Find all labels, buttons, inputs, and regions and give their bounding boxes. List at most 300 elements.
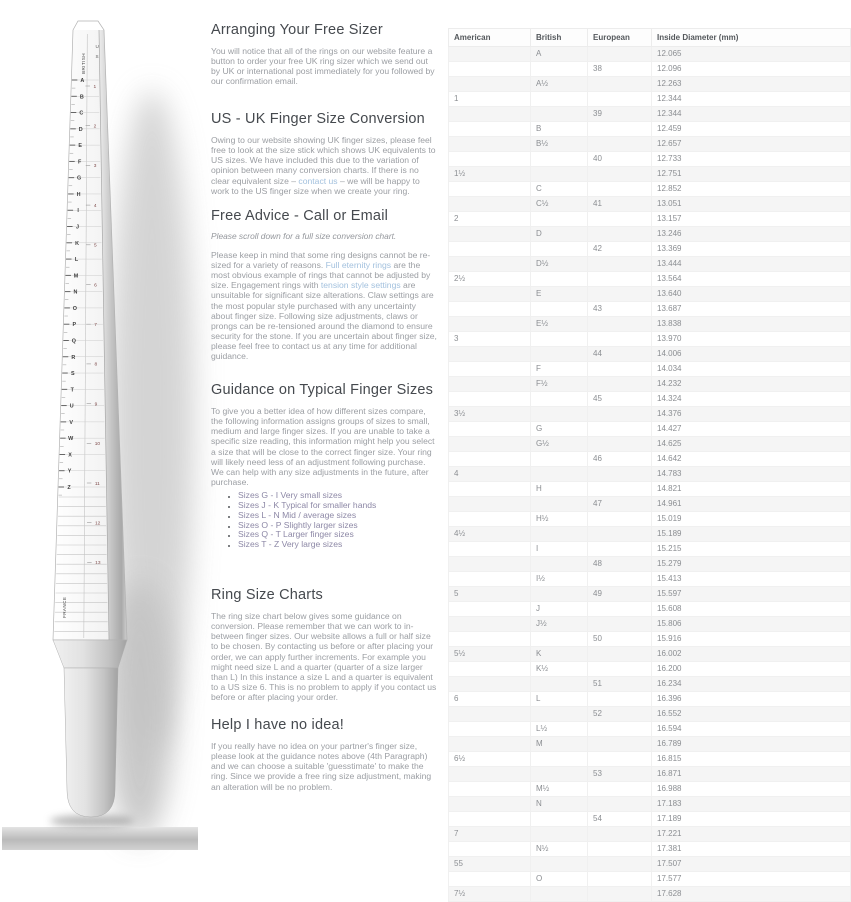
cell-european: [588, 377, 652, 392]
cell-british: M: [531, 737, 588, 752]
table-row: [449, 572, 851, 587]
cell-diameter: 17.628: [652, 887, 851, 902]
cell-american: [449, 317, 531, 332]
section-title: Ring Size Charts: [211, 587, 323, 603]
us-size-number-6: 6: [94, 283, 97, 289]
cell-american: [449, 137, 531, 152]
cell-diameter: 12.344: [652, 92, 851, 107]
size-letter-Y: Y: [67, 468, 72, 475]
cell-diameter: 14.642: [652, 452, 851, 467]
cell-american: [449, 662, 531, 677]
size-letter-J: J: [76, 224, 80, 231]
table-row: [449, 362, 851, 377]
table-row: [449, 437, 851, 452]
cell-american: 1: [449, 92, 531, 107]
size-letter-E: E: [78, 143, 83, 150]
section-paragraph: [211, 250, 439, 362]
cell-british: [531, 887, 588, 902]
cell-american: [449, 842, 531, 857]
cell-american: [449, 497, 531, 512]
ring-sizer-stick-image: [0, 0, 210, 850]
cell-american: [449, 182, 531, 197]
cell-diameter: 15.019: [652, 512, 851, 527]
cell-european: 45: [588, 392, 652, 407]
cell-british: [531, 347, 588, 362]
table-row: [449, 812, 851, 827]
cell-british: [531, 452, 588, 467]
cell-american: [449, 722, 531, 737]
table-row: [449, 257, 851, 272]
cell-european: [588, 527, 652, 542]
handle-body: [64, 668, 118, 817]
size-guide-bullet[interactable]: • Sizes T - Z Very large sizes: [238, 540, 439, 550]
table-row: [449, 317, 851, 332]
cell-american: [449, 77, 531, 92]
cell-european: [588, 167, 652, 182]
size-guide-bullet[interactable]: • Sizes Q - T Larger finger sizes: [238, 530, 439, 540]
cell-european: [588, 467, 652, 482]
cell-british: M½: [531, 782, 588, 797]
cell-british: L½: [531, 722, 588, 737]
cell-american: [449, 392, 531, 407]
cell-european: [588, 92, 652, 107]
text-run: You will notice that all of the rings on our website feature a button to order your free UK ring sizer which we send out by UK or international post immediately for you followed by our confirmation email.: [211, 46, 435, 87]
size-letter-G: G: [77, 175, 82, 182]
table-row: [449, 887, 851, 902]
table-row: [449, 407, 851, 422]
cell-american: 5½: [449, 647, 531, 662]
cell-european: [588, 422, 652, 437]
cell-american: [449, 602, 531, 617]
cell-diameter: 17.577: [652, 872, 851, 887]
column-header-british: British: [531, 29, 588, 47]
table-row: [449, 47, 851, 62]
section-help-no-idea: [211, 717, 439, 792]
table-row: [449, 737, 851, 752]
cell-american: 6½: [449, 752, 531, 767]
table-row: [449, 527, 851, 542]
cell-diameter: 16.988: [652, 782, 851, 797]
size-letter-I: I: [77, 208, 79, 215]
table-row: [449, 632, 851, 647]
cell-american: [449, 677, 531, 692]
cell-british: L: [531, 692, 588, 707]
table-row: [449, 392, 851, 407]
cell-diameter: 15.597: [652, 587, 851, 602]
cell-diameter: 17.381: [652, 842, 851, 857]
cell-american: [449, 362, 531, 377]
inline-link[interactable]: tension style settings: [320, 280, 401, 291]
cell-european: [588, 572, 652, 587]
inline-link[interactable]: Full eternity rings: [325, 260, 392, 271]
cell-diameter: 16.552: [652, 707, 851, 722]
size-letter-A: A: [80, 78, 85, 84]
cell-british: B½: [531, 137, 588, 152]
cell-european: [588, 782, 652, 797]
article-column: [211, 0, 439, 850]
cell-british: F½: [531, 377, 588, 392]
cell-american: [449, 227, 531, 242]
cell-british: [531, 827, 588, 842]
cell-american: [449, 257, 531, 272]
cell-british: [531, 107, 588, 122]
section-ring-size-charts: [211, 587, 439, 702]
cell-british: [531, 857, 588, 872]
cell-diameter: 12.733: [652, 152, 851, 167]
cell-diameter: 14.232: [652, 377, 851, 392]
cell-british: N½: [531, 842, 588, 857]
cell-british: J½: [531, 617, 588, 632]
section-typical-finger-sizes: [211, 382, 439, 550]
section-title: Help I have no idea!: [211, 717, 344, 733]
cell-british: [531, 212, 588, 227]
cell-diameter: 14.625: [652, 437, 851, 452]
table-row: [449, 137, 851, 152]
table-row: [449, 467, 851, 482]
cell-european: [588, 362, 652, 377]
cell-diameter: 13.051: [652, 197, 851, 212]
us-label: U: [95, 44, 99, 49]
cell-diameter: 12.751: [652, 167, 851, 182]
table-row: [449, 452, 851, 467]
cell-american: [449, 872, 531, 887]
scroll-note: Please scroll down for a full size conversion chart.: [211, 231, 397, 241]
conversion-table: [448, 28, 851, 902]
table-row: [449, 782, 851, 797]
size-letter-F: F: [78, 159, 82, 166]
cell-diameter: 17.183: [652, 797, 851, 812]
cell-european: [588, 227, 652, 242]
cell-american: [449, 572, 531, 587]
table-row: [449, 272, 851, 287]
cell-british: [531, 587, 588, 602]
cell-british: [531, 167, 588, 182]
cell-european: 53: [588, 767, 652, 782]
cell-american: [449, 197, 531, 212]
cell-european: 44: [588, 347, 652, 362]
size-guide-bullet[interactable]: • Sizes L - N Mid / average sizes: [238, 511, 439, 521]
cell-diameter: 12.852: [652, 182, 851, 197]
size-letter-X: X: [68, 452, 72, 459]
cell-european: [588, 827, 652, 842]
cell-british: [531, 632, 588, 647]
size-letter-P: P: [72, 322, 77, 329]
cell-british: [531, 557, 588, 572]
cell-diameter: 13.564: [652, 272, 851, 287]
cell-british: N: [531, 797, 588, 812]
table-row: [449, 62, 851, 77]
floor-shadow-band: [2, 827, 198, 850]
cell-american: [449, 557, 531, 572]
cell-british: [531, 497, 588, 512]
section-title: US - UK Finger Size Conversion: [211, 111, 425, 127]
text-run: Please keep in mind that some ring designs cannot be re-sized for a variety of reasons.: [211, 249, 431, 271]
cell-diameter: 12.065: [652, 47, 851, 62]
cell-european: 39: [588, 107, 652, 122]
inline-link[interactable]: contact us: [298, 175, 338, 186]
cell-diameter: 15.189: [652, 527, 851, 542]
size-guide-list: [211, 491, 439, 550]
table-row: [449, 797, 851, 812]
size-letter-N: N: [73, 289, 78, 296]
section-paragraph: [211, 135, 439, 196]
cell-british: [531, 677, 588, 692]
table-row: [449, 587, 851, 602]
cell-british: O: [531, 872, 588, 887]
cell-european: [588, 137, 652, 152]
size-letter-H: H: [76, 191, 81, 198]
cell-european: [588, 317, 652, 332]
table-row: [449, 212, 851, 227]
table-row: [449, 647, 851, 662]
us-size-number-8: 8: [94, 362, 98, 368]
cell-european: [588, 482, 652, 497]
cell-american: [449, 542, 531, 557]
cell-american: 2: [449, 212, 531, 227]
cell-diameter: 14.034: [652, 362, 851, 377]
cell-british: F: [531, 362, 588, 377]
cell-american: [449, 107, 531, 122]
cell-american: [449, 512, 531, 527]
table-row: [449, 767, 851, 782]
table-row: [449, 347, 851, 362]
table-row: [449, 827, 851, 842]
cell-diameter: 14.783: [652, 467, 851, 482]
cell-european: [588, 737, 652, 752]
cell-european: [588, 617, 652, 632]
cell-diameter: 17.507: [652, 857, 851, 872]
size-letter-B: B: [79, 94, 84, 101]
size-guide-bullet[interactable]: • Sizes O - P Slightly larger sizes: [238, 521, 439, 531]
cell-european: [588, 887, 652, 902]
cell-diameter: 12.344: [652, 107, 851, 122]
section-paragraph: [211, 611, 439, 702]
size-letter-Z: Z: [67, 485, 71, 491]
cell-american: 3½: [449, 407, 531, 422]
us-size-number-13: 13: [95, 561, 101, 567]
cell-european: 49: [588, 587, 652, 602]
cell-european: 42: [588, 242, 652, 257]
cell-diameter: 14.427: [652, 422, 851, 437]
cell-diameter: 15.413: [652, 572, 851, 587]
cell-american: [449, 122, 531, 137]
size-letter-V: V: [69, 419, 73, 426]
cell-diameter: 13.157: [652, 212, 851, 227]
cell-british: H½: [531, 512, 588, 527]
us-size-number-5: 5: [94, 243, 97, 249]
cell-diameter: 16.396: [652, 692, 851, 707]
cell-american: [449, 242, 531, 257]
cell-european: 41: [588, 197, 652, 212]
cell-british: [531, 707, 588, 722]
cell-british: [531, 272, 588, 287]
cell-european: [588, 722, 652, 737]
us-size-number-4: 4: [93, 203, 97, 209]
cell-british: C½: [531, 197, 588, 212]
cell-american: [449, 287, 531, 302]
cell-european: [588, 872, 652, 887]
table-row: [449, 422, 851, 437]
text-run: To give you a better idea of how different sizes compare, the following information assigns groups of sizes to small, medium and large finger sizes. If you are unable to take a specific size reading, this information might help you select a size that will be close to the correct finger size. Your ring will likely need less of an adjustment following purchase. We can help with any size adjustments in the future, after purchase.: [211, 406, 435, 487]
cell-european: 48: [588, 557, 652, 572]
cell-british: A: [531, 47, 588, 62]
cell-american: [449, 302, 531, 317]
table-row: [449, 707, 851, 722]
cell-british: K½: [531, 662, 588, 677]
cell-british: [531, 767, 588, 782]
cell-european: [588, 182, 652, 197]
cell-british: K: [531, 647, 588, 662]
table-row: [449, 77, 851, 92]
cell-diameter: 13.246: [652, 227, 851, 242]
section-title: Free Advice - Call or Email: [211, 208, 389, 224]
cell-british: [531, 302, 588, 317]
us-size-number-2: 2: [93, 124, 97, 130]
cell-british: [531, 407, 588, 422]
cell-american: [449, 347, 531, 362]
cell-american: 4½: [449, 527, 531, 542]
table-row: [449, 512, 851, 527]
size-letter-K: K: [75, 240, 79, 247]
cell-american: 7½: [449, 887, 531, 902]
cell-european: [588, 797, 652, 812]
cell-british: [531, 152, 588, 167]
table-row: [449, 287, 851, 302]
cell-american: [449, 482, 531, 497]
cell-american: [449, 422, 531, 437]
cell-european: [588, 272, 652, 287]
cell-british: G: [531, 422, 588, 437]
column-header-diameter: Inside Diameter (mm): [652, 29, 851, 47]
cell-american: [449, 782, 531, 797]
cell-british: [531, 242, 588, 257]
table-row: [449, 617, 851, 632]
cell-american: 5: [449, 587, 531, 602]
us-size-number-10: 10: [94, 442, 101, 448]
cell-american: [449, 707, 531, 722]
cell-diameter: 16.871: [652, 767, 851, 782]
cell-diameter: 17.189: [652, 812, 851, 827]
us-size-number-3: 3: [93, 164, 97, 170]
cell-british: H: [531, 482, 588, 497]
section-paragraph: [211, 406, 439, 487]
section-title: Arranging Your Free Sizer: [211, 22, 383, 38]
size-letter-U: U: [69, 403, 74, 410]
size-guide-bullet[interactable]: • Sizes G - I Very small sizes: [238, 491, 439, 501]
cell-american: [449, 632, 531, 647]
cell-diameter: 13.687: [652, 302, 851, 317]
cell-european: [588, 332, 652, 347]
cell-american: [449, 737, 531, 752]
table-row: [449, 197, 851, 212]
table-row: [449, 242, 851, 257]
cell-american: 6: [449, 692, 531, 707]
cell-diameter: 13.640: [652, 287, 851, 302]
cell-european: [588, 77, 652, 92]
cell-diameter: 16.200: [652, 662, 851, 677]
table-row: [449, 332, 851, 347]
table-row: [449, 302, 851, 317]
size-letter-S: S: [70, 371, 75, 378]
cell-european: [588, 542, 652, 557]
size-guide-bullet[interactable]: • Sizes J - K Typical for smaller hands: [238, 501, 439, 511]
cell-european: [588, 692, 652, 707]
cell-british: [531, 62, 588, 77]
text-run: The ring size chart below gives some guidance on conversion. Please remember that we can work to in-between finger sizes. Our website allows a full or half size to be chosen. By contacting us before or after placing your order, we can apply further increments. For example you might need size L and a quarter (quarter of a size larger than L) In this instance a size L and a quarter is equivalent to a US size 6. This is no problem to apply if you contact us before or after placing your order.: [211, 611, 437, 703]
cell-american: 4: [449, 467, 531, 482]
table-row: [449, 557, 851, 572]
ring-sizer-photo: [0, 0, 210, 850]
cell-diameter: 16.789: [652, 737, 851, 752]
table-row: [449, 107, 851, 122]
cell-british: [531, 467, 588, 482]
table-row: [449, 842, 851, 857]
cell-american: [449, 437, 531, 452]
cell-diameter: 14.376: [652, 407, 851, 422]
table-row: [449, 377, 851, 392]
cell-british: E½: [531, 317, 588, 332]
handle-shoulder: [53, 640, 127, 668]
cell-american: [449, 767, 531, 782]
cell-european: [588, 437, 652, 452]
cell-diameter: 15.279: [652, 557, 851, 572]
size-letter-L: L: [74, 257, 79, 264]
cell-british: E: [531, 287, 588, 302]
cell-british: G½: [531, 437, 588, 452]
table-row: [449, 227, 851, 242]
table-row: [449, 752, 851, 767]
cell-european: [588, 647, 652, 662]
cell-british: A½: [531, 77, 588, 92]
text-run: Owing to our website showing UK finger sizes, please feel free to look at the size stick which shows UK equivalents to US sizes. We have included this due to the variation of opinion between many conversion charts. If there is no clear equivalent size –: [211, 135, 436, 186]
cell-british: [531, 392, 588, 407]
text-run: are unsuitable for significant size alterations. Claw settings are the most popular style purchased with any uncertainty about finger size. Following size adjustments, claws or prongs can be re-tensioned around the diamond to ensure security for the stone. If you are uncertain about finger size, please feel free to contact us at any time for additional guidance.: [211, 280, 437, 362]
text-run: – we will be happy to work to the US finger size when we create your ring.: [211, 175, 420, 196]
cell-diameter: 15.608: [652, 602, 851, 617]
cell-american: 55: [449, 857, 531, 872]
size-letter-Q: Q: [71, 338, 76, 345]
cell-diameter: 16.234: [652, 677, 851, 692]
cell-british: [531, 332, 588, 347]
table-row: [449, 662, 851, 677]
cell-european: 38: [588, 62, 652, 77]
table-row: [449, 92, 851, 107]
cell-diameter: 13.444: [652, 257, 851, 272]
cell-european: [588, 47, 652, 62]
column-header-european: European: [588, 29, 652, 47]
cell-british: [531, 752, 588, 767]
size-letter-D: D: [78, 126, 83, 133]
cell-british: [531, 812, 588, 827]
cell-british: C: [531, 182, 588, 197]
cell-american: [449, 617, 531, 632]
section-paragraph: [211, 46, 439, 87]
cell-diameter: 15.215: [652, 542, 851, 557]
conversion-table-header: [449, 29, 851, 47]
cell-diameter: 12.096: [652, 62, 851, 77]
us-label-s: S: [95, 54, 99, 59]
cell-european: 46: [588, 452, 652, 467]
cell-european: 40: [588, 152, 652, 167]
table-row: [449, 857, 851, 872]
size-letter-O: O: [72, 305, 77, 312]
cell-british: [531, 92, 588, 107]
cell-diameter: 12.459: [652, 122, 851, 137]
text-run: If you really have no idea on your partner's finger size, please look at the guidance notes above (4th Paragraph) and we can choose a suitable 'guesstimate' to make the ring. Since we provide a free ring size adjustment, making an alteration will be no problem.: [211, 741, 432, 792]
section-paragraph: [211, 741, 439, 792]
cell-european: [588, 287, 652, 302]
cell-american: [449, 797, 531, 812]
